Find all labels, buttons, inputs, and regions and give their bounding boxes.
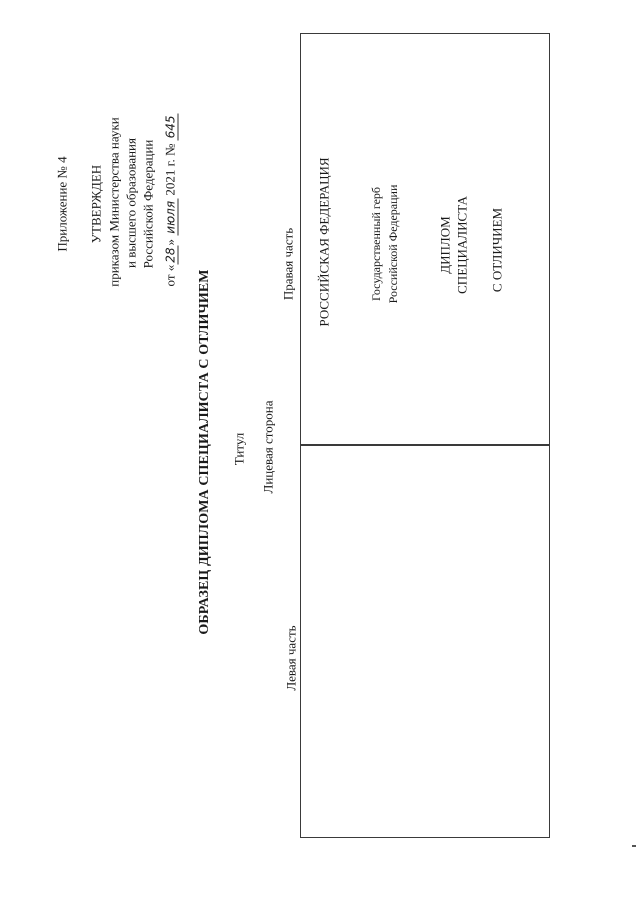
date-mid: » <box>162 238 178 246</box>
scan-speck <box>632 845 636 847</box>
document-title: ОБРАЗЕЦ ДИПЛОМА СПЕЦИАЛИСТА С ОТЛИЧИЕМ <box>197 269 212 635</box>
approval-line-1: приказом Министерства науки <box>106 117 122 287</box>
date-day-handwritten: 28 <box>163 247 178 263</box>
side-label: Лицевая сторона <box>260 400 276 494</box>
honors-label: С ОТЛИЧИЕМ <box>489 207 505 293</box>
right-part-label: Правая часть <box>280 227 296 301</box>
emblem-line-2: Российской Федерации <box>386 184 400 304</box>
emblem-line-1: Государственный герб <box>369 186 383 302</box>
document-subtitle: Титул <box>231 432 247 466</box>
date-year: 2021 г. № <box>162 143 178 196</box>
diploma-label: ДИПЛОМ <box>437 216 453 274</box>
approved-label: УТВЕРЖДЕН <box>88 164 104 244</box>
frame-divider <box>300 444 550 446</box>
specialist-label: СПЕЦИАЛИСТА <box>454 196 470 294</box>
diploma-frame <box>300 33 550 838</box>
date-prefix: от « <box>162 264 178 287</box>
left-part-label: Левая часть <box>283 625 299 691</box>
appendix-label: Приложение № 4 <box>54 156 70 252</box>
order-number-handwritten: 645 <box>163 115 178 139</box>
approval-date-line <box>164 113 177 286</box>
country-name: РОССИЙСКАЯ ФЕДЕРАЦИЯ <box>316 157 332 327</box>
approval-line-3: Российской Федерации <box>140 139 156 269</box>
approval-line-2: и высшего образования <box>123 138 139 268</box>
date-month-handwritten: июля <box>163 200 178 234</box>
